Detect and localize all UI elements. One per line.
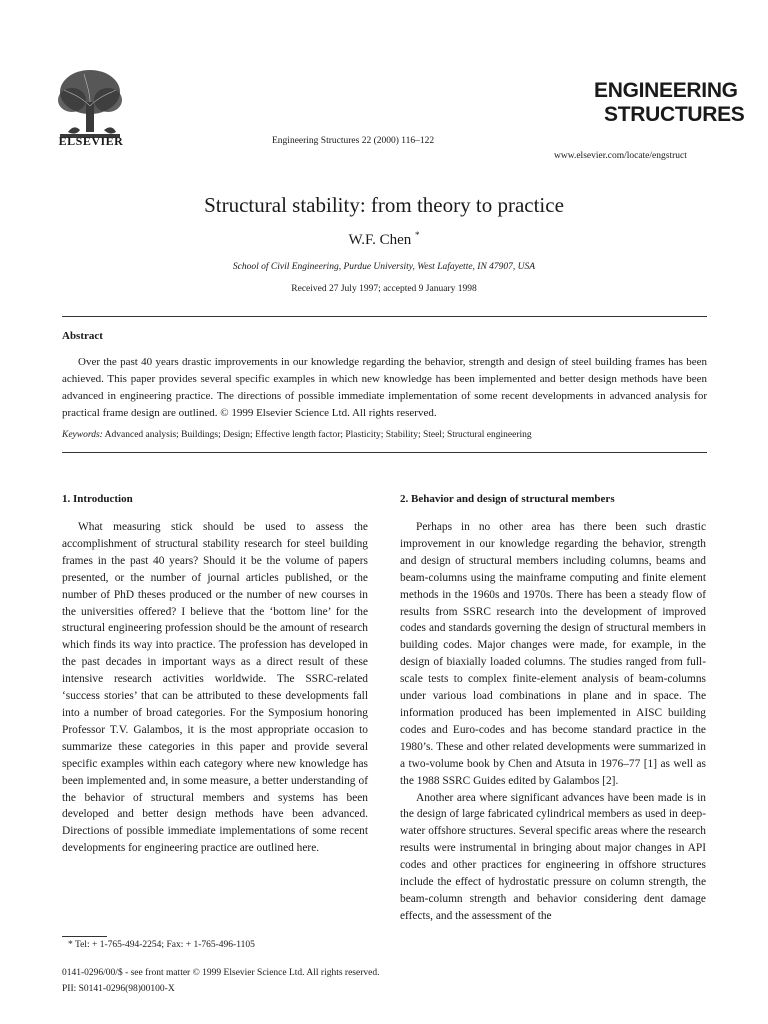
author-name: W.F. Chen (348, 232, 412, 248)
footnote-rule (62, 936, 107, 937)
journal-brand-line2: STRUCTURES (604, 103, 745, 126)
pii-line: PII: S0141-0296(98)00100-X (62, 984, 175, 994)
journal-url[interactable]: www.elsevier.com/locate/engstruct (554, 151, 687, 161)
author-line (0, 230, 768, 249)
journal-reference: Engineering Structures 22 (2000) 116–122 (272, 136, 435, 146)
author-footnote-mark: * (415, 230, 420, 240)
section-2-paragraph-1: Perhaps in no other area has there been such drastic improvement in our knowledge regarding the behavior, strength and design of structural members including columns, beams and beam-columns using the mainframe computing and finite element methods in the 1960s and 1970s. There has been a steady flow of results from SSRC research into the development of improved codes and standards governing the design of structural members in building codes. Major changes were made, for example, in the design of biaxially loaded columns. The studies ranged from full-scale tests to complex finite-element analysis of beam-columns under various load combinations in plane and in space. The information produced has been implemented in AISC building codes and Euro-codes and has become standard practice in the 1980’s. These and other related developments were summarized in a two-volume book by Chen and Atsuta in 1976–77 [1] as well as the 1988 SSRC Guides edited by Galambos [2]. (400, 521, 706, 787)
article-title: Structural stability: from theory to practice (204, 193, 564, 217)
publisher-name: ELSEVIER (58, 134, 124, 148)
received-dates: Received 27 July 1997; accepted 9 January 1998 (291, 284, 477, 294)
author-footnote: * Tel: + 1-765-494-2254; Fax: + 1-765-496-1105 (68, 940, 255, 950)
divider-top (62, 316, 707, 317)
keywords-label: Keywords: (62, 430, 103, 440)
section-1-heading: 1. Introduction (62, 493, 133, 505)
section-2-heading: 2. Behavior and design of structural members (400, 493, 615, 505)
affiliation: School of Civil Engineering, Purdue University, West Lafayette, IN 47907, USA (232, 262, 536, 272)
section-2-body (400, 519, 706, 925)
section-1-body (62, 519, 368, 857)
section-2-paragraph-2: Another area where significant advances have been made is in the design of large fabricated cylindrical members as used in deep-water offshore structures. Several specific areas where the research results were instrumental in bringing about major changes in API codes and other practices for engineering in offshore structures include the effect of hydrostatic pressure on column strength, the beam-column strength and behavior considering dent damage effects, and the assessment of the (400, 791, 706, 922)
divider-bottom (62, 452, 707, 453)
keywords (62, 430, 707, 440)
abstract-heading: Abstract (62, 330, 103, 342)
journal-brand-line1: ENGINEERING (594, 79, 738, 102)
copyright-line: 0141-0296/00/$ - see front matter © 1999 Elsevier Science Ltd. All rights reserved. (62, 968, 380, 978)
abstract-body: Over the past 40 years drastic improvements in our knowledge regarding the behavior, strength and design of steel building frames has been achieved. This paper provides several specific examples in which new knowledge has been implemented and better design methods have been advanced in engineering practice. The directions of possible immediate implementation of some recent developments in advanced analysis for practical frame design are outlined. © 1999 Elsevier Science Ltd. All rights reserved. (62, 356, 707, 419)
keywords-list: Advanced analysis; Buildings; Design; Effective length factor; Plasticity; Stability; Steel; Structural engineering (104, 430, 532, 440)
section-1-paragraph: What measuring stick should be used to assess the accomplishment of structural stability research for steel building frames in the past 40 years? Should it be the volume of papers presented, or the number of journal articles published, or the number of PhD theses produced or the number of new courses in the universities offered? I believe that the ‘bottom line’ for the structural engineering profession should be the amount of research which finds its way into practice. The profession has developed in the past decades in important ways as a direct result of these intensive research activities worldwide. The SSRC-related ‘success stories’ that can be attributed to these developments fall into a number of broad categories. For the Symposium honoring Professor T.V. Galambos, it is the most appropriate occasion to summarize these categories in this paper and provide several specific examples within each category where new knowledge has been implemented and, in some measure, a better understanding of the behavior of structural members and systems has been developed and better design methods have been advanced. Directions of possible immediate implementations of some recent developments for engineering practice are outlined here. (62, 521, 368, 855)
